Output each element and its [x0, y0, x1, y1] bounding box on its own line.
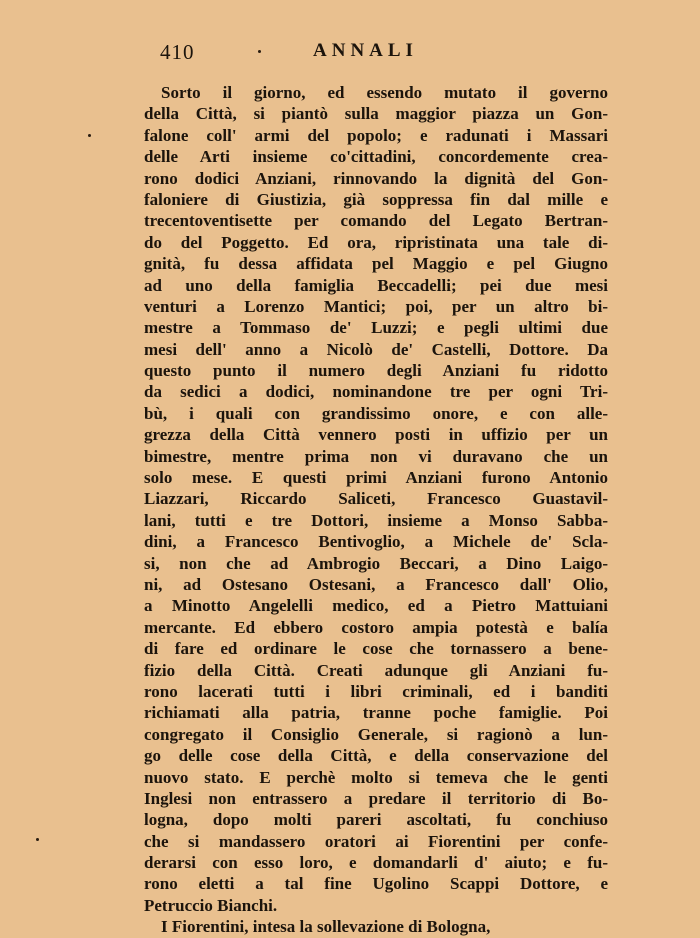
text-line: richiamati alla patria, tranne poche famiglie. Poi: [144, 703, 608, 723]
text-line: Liazzari, Riccardo Saliceti, Francesco Guastavil-: [144, 489, 608, 509]
text-line: do del Poggetto. Ed ora, ripristinata una tale di-: [144, 232, 608, 252]
text-line: venturi a Lorenzo Mantici; poi, per un altro bi-: [144, 296, 608, 316]
text-line: rono lacerati tutti i libri criminali, ed i banditi: [144, 681, 608, 701]
text-line: Petruccio Bianchi.: [144, 895, 278, 915]
text-line: mesi dell' anno a Nicolò de' Castelli, Dottore. Da: [144, 339, 608, 359]
print-speck: [258, 50, 261, 53]
print-speck: [36, 838, 39, 841]
text-line: nuovo stato. E perchè molto si temeva che le genti: [144, 767, 608, 787]
text-line: rono dodici Anziani, rinnovando la dignità del Gon-: [144, 168, 608, 188]
text-line: delle Arti insieme co'cittadini, concordemente crea-: [144, 147, 608, 167]
text-line: derarsi con esso loro, e domandarli d' aiuto; e fu-: [144, 853, 608, 873]
text-line: trecentoventisette per comando del Legato Bertran-: [144, 211, 608, 231]
page-number: 410: [160, 40, 195, 64]
body-text: [144, 82, 608, 938]
text-line: gnità, fu dessa affidata pel Maggio e pel Giugno: [144, 254, 608, 274]
text-line: I Fiorentini, intesa la sollevazione di Bologna,: [161, 917, 491, 937]
text-line: che si mandassero oratori ai Fiorentini per confe-: [144, 831, 608, 851]
text-line: ad uno della famiglia Beccadelli; pei due mesi: [144, 275, 608, 295]
text-line: faloniere di Giustizia, già soppressa fin dal mille e: [144, 189, 608, 209]
text-line: rono eletti a tal fine Ugolino Scappi Dottore, e: [144, 874, 608, 894]
page-header: [160, 40, 610, 70]
text-line: solo mese. E questi primi Anziani furono Antonio: [144, 468, 608, 488]
text-line: Sorto il giorno, ed essendo mutato il governo: [161, 83, 608, 102]
text-line: go delle cose della Città, e della conservazione del: [144, 746, 608, 766]
text-line: mestre a Tommaso de' Luzzi; e pegli ultimi due: [144, 318, 608, 338]
text-line: a Minotto Angelelli medico, ed a Pietro Mattuiani: [144, 596, 608, 616]
text-line: bimestre, mentre prima non vi duravano che un: [144, 446, 608, 466]
text-line: ni, ad Ostesano Ostesani, a Francesco dall' Olio,: [144, 574, 608, 594]
text-line: questo punto il numero degli Anziani fu ridotto: [144, 361, 608, 381]
text-line: fizio della Città. Creati adunque gli Anziani fu-: [144, 660, 608, 680]
text-line: si, non che ad Ambrogio Beccari, a Dino Laigo-: [144, 553, 608, 573]
text-line: congregato il Consiglio Generale, si ragionò a lun-: [144, 724, 608, 744]
text-line: della Città, si piantò sulla maggior piazza un Gon-: [144, 104, 608, 124]
text-line: logna, dopo molti pareri ascoltati, fu conchiuso: [144, 810, 608, 830]
text-line: mercante. Ed ebbero costoro ampia potestà e balía: [144, 617, 608, 637]
text-line: falone coll' armi del popolo; e radunati i Massari: [144, 125, 608, 145]
running-title: ANNALI: [313, 40, 418, 61]
text-line: da sedici a dodici, nominandone tre per ogni Tri-: [144, 382, 608, 402]
text-line: lani, tutti e tre Dottori, insieme a Monso Sabba-: [144, 510, 608, 530]
text-line: di fare ed ordinare le cose che tornassero a bene-: [144, 639, 608, 659]
text-line: grezza della Città vennero posti in uffizio per un: [144, 425, 608, 445]
text-line: Inglesi non entrassero a predare il territorio di Bo-: [144, 788, 608, 808]
text-line: bù, i quali con grandissimo onore, e con alle-: [144, 403, 608, 423]
text-line: dini, a Francesco Bentivoglio, a Michele de' Scla-: [144, 532, 608, 552]
print-speck: [88, 134, 91, 137]
